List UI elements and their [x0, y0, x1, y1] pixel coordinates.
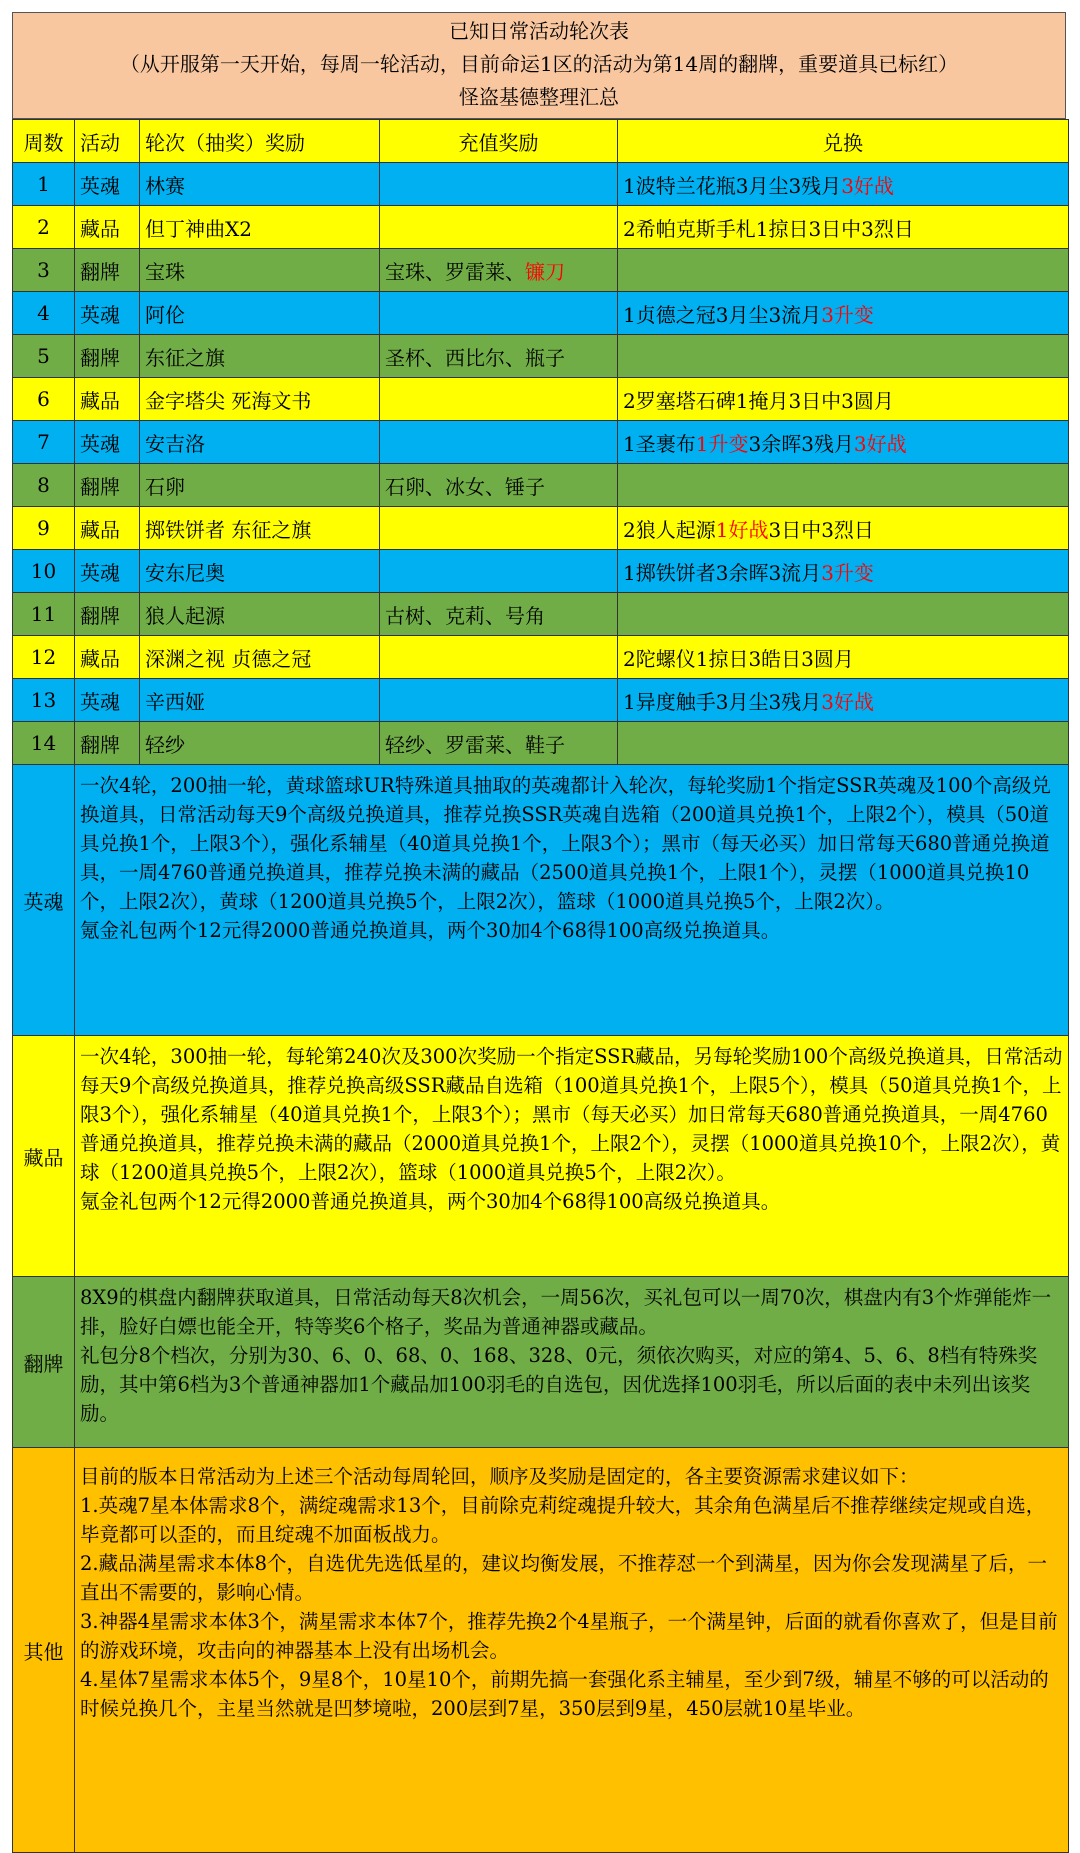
exchange-cell [618, 249, 1069, 292]
week-cell: 3 [13, 249, 75, 292]
week-cell: 14 [13, 722, 75, 765]
note-text [75, 1277, 1069, 1448]
recharge-cell [380, 679, 618, 722]
note-paragraph: 氪金礼包两个12元得2000普通兑换道具，两个30加4个68得100高级兑换道具。 [80, 1190, 781, 1213]
activity-cell: 藏品 [75, 206, 140, 249]
recharge-cell [380, 163, 618, 206]
recharge-cell: 石卵、冰女、锤子 [380, 464, 618, 507]
recharge-cell [380, 636, 618, 679]
exchange-cell [618, 292, 1069, 335]
activity-cell: 翻牌 [75, 464, 140, 507]
round-cell: 安吉洛 [140, 421, 380, 464]
exchange-highlight: 3好战 [853, 431, 907, 456]
exchange-text: 1掷铁饼者3余晖3流月 [623, 560, 822, 585]
note-row-fanpai [13, 1277, 1069, 1448]
activity-cell: 英魂 [75, 679, 140, 722]
round-cell: 宝珠 [140, 249, 380, 292]
exchange-cell: 2陀螺仪1掠日3皓日3圆月 [618, 636, 1069, 679]
week-cell: 8 [13, 464, 75, 507]
exchange-text: 3余晖3残月 [748, 431, 854, 456]
week-cell: 2 [13, 206, 75, 249]
activity-cell: 翻牌 [75, 593, 140, 636]
week-cell: 6 [13, 378, 75, 421]
exchange-cell [618, 722, 1069, 765]
recharge-cell [380, 421, 618, 464]
week-cell: 4 [13, 292, 75, 335]
exchange-highlight: 3升变 [821, 560, 874, 585]
exchange-cell [618, 163, 1069, 206]
table-row [13, 292, 1069, 335]
activity-cell: 藏品 [75, 636, 140, 679]
activity-cell: 英魂 [75, 421, 140, 464]
note-label: 英魂 [13, 765, 75, 1036]
header-recharge: 充值奖励 [380, 120, 618, 163]
recharge-highlight: 镰刀 [525, 259, 565, 284]
recharge-cell [380, 378, 618, 421]
note-paragraph: 4.星体7星需求本体5个，9星8个，10星10个，前期先搞一套强化系主辅星，至少到7级，辅星不够的可以活动的时候兑换几个，主星当然就是凹梦境啦，200层到7星，350层到9星，450层就10星毕业。 [80, 1668, 1049, 1720]
title-line-2: （从开服第一天开始，每周一轮活动，目前命运1区的活动为第14周的翻牌，重要道具已标红） [119, 52, 959, 76]
exchange-text: 2狼人起源 [623, 517, 716, 542]
note-row-yinghun [13, 765, 1069, 1036]
header-round: 轮次（抽奖）奖励 [140, 120, 380, 163]
header-week: 周数 [13, 120, 75, 163]
activity-cell: 翻牌 [75, 722, 140, 765]
exchange-highlight: 3好战 [821, 689, 874, 714]
note-row-cangpin [13, 1036, 1069, 1277]
table-row [13, 593, 1069, 636]
note-paragraph: 目前的版本日常活动为上述三个活动每周轮回，顺序及奖励是固定的，各主要资源需求建议如下： [80, 1465, 919, 1488]
note-label: 其他 [13, 1448, 75, 1853]
round-cell: 但丁神曲X2 [140, 206, 380, 249]
header-activity: 活动 [75, 120, 140, 163]
exchange-highlight: 1升变 [695, 431, 749, 456]
round-cell: 林赛 [140, 163, 380, 206]
recharge-cell [380, 206, 618, 249]
exchange-cell [618, 550, 1069, 593]
round-cell: 阿伦 [140, 292, 380, 335]
recharge-cell: 古树、克莉、号角 [380, 593, 618, 636]
table-row [13, 679, 1069, 722]
note-text [75, 1448, 1069, 1853]
exchange-text: 2希帕克斯手札1掠日3日中3烈日 [623, 216, 914, 241]
table-row [13, 206, 1069, 249]
note-paragraph: 氪金礼包两个12元得2000普通兑换道具，两个30加4个68得100高级兑换道具。 [80, 919, 781, 942]
note-text [75, 1036, 1069, 1277]
table-row [13, 507, 1069, 550]
recharge-cell: 轻纱、罗雷莱、鞋子 [380, 722, 618, 765]
table-row [13, 464, 1069, 507]
activity-cell: 英魂 [75, 550, 140, 593]
activity-cell: 藏品 [75, 378, 140, 421]
exchange-text: 1圣裹布 [623, 431, 696, 456]
activity-cell: 藏品 [75, 507, 140, 550]
table-row [13, 636, 1069, 679]
activity-cell: 英魂 [75, 292, 140, 335]
week-cell: 1 [13, 163, 75, 206]
round-cell: 安东尼奥 [140, 550, 380, 593]
exchange-text: 1异度触手3月尘3残月 [623, 689, 822, 714]
round-cell: 辛西娅 [140, 679, 380, 722]
exchange-highlight: 3好战 [841, 173, 894, 198]
activity-cell: 英魂 [75, 163, 140, 206]
note-label: 翻牌 [13, 1277, 75, 1448]
exchange-highlight: 3升变 [821, 302, 874, 327]
exchange-text: 1贞德之冠3月尘3流月 [623, 302, 822, 327]
exchange-cell [618, 464, 1069, 507]
week-cell: 9 [13, 507, 75, 550]
schedule-table [12, 119, 1069, 1853]
table-row [13, 722, 1069, 765]
exchange-cell [618, 507, 1069, 550]
table-row [13, 550, 1069, 593]
table-row [13, 163, 1069, 206]
recharge-cell [380, 550, 618, 593]
note-paragraph: 8X9的棋盘内翻牌获取道具，日常活动每天8次机会，一周56次，买礼包可以一周70次，棋盘内有3个炸弹能炸一排，脸好白嫖也能全开，特等奖6个格子，奖品为普通神器或藏品。 [80, 1286, 1052, 1338]
header-row [13, 120, 1069, 163]
exchange-cell [618, 593, 1069, 636]
header-exchange: 兑换 [618, 120, 1069, 163]
recharge-cell [380, 292, 618, 335]
note-paragraph: 一次4轮，200抽一轮，黄球篮球UR特殊道具抽取的英魂都计入轮次，每轮奖励1个指定SSR英魂及100个高级兑换道具，日常活动每天9个高级兑换道具，推荐兑换SSR英魂自选箱（200道具兑换1个，上限2个），模具（50道具兑换1个，上限3个），强化系辅星（40道具兑换1个，上限3个）；黑市（每天必买）加日常每天680普通兑换道具，一周4760普通兑换道具，推荐兑换未满的藏品（2500道具兑换1个，上限1个），灵摆（1000道具兑换10个，上限2次），黄球（1200道具兑换5个，上限2次），篮球（1000道具兑换5个，上限2次）。 [80, 774, 1051, 913]
note-paragraph: 2.藏品满星需求本体8个，自选优先选低星的，建议均衡发展，不推荐怼一个到满星，因为你会发现满星了后，一直出不需要的，影响心情。 [80, 1552, 1048, 1604]
exchange-cell: 2罗塞塔石碑1掩月3日中3圆月 [618, 378, 1069, 421]
note-row-qita [13, 1448, 1069, 1853]
note-text [75, 765, 1069, 1036]
recharge-cell [380, 249, 618, 292]
round-cell: 金字塔尖 死海文书 [140, 378, 380, 421]
note-label: 藏品 [13, 1036, 75, 1277]
exchange-text: 1波特兰花瓶3月尘3残月 [623, 173, 842, 198]
recharge-cell [380, 507, 618, 550]
note-paragraph: 1.英魂7星本体需求8个，满绽魂需求13个，目前除克莉绽魂提升较大，其余角色满星后不推荐继续定规或自选，毕竟都可以歪的，而且绽魂不加面板战力。 [80, 1494, 1046, 1546]
table-row [13, 378, 1069, 421]
week-cell: 7 [13, 421, 75, 464]
table-row [13, 249, 1069, 292]
table-row [13, 335, 1069, 378]
title-line-3: 怪盗基德整理汇总 [459, 85, 619, 109]
week-cell: 10 [13, 550, 75, 593]
round-cell: 掷铁饼者 东征之旗 [140, 507, 380, 550]
exchange-highlight: 1好战 [715, 517, 769, 542]
note-paragraph: 3.神器4星需求本体3个，满星需求本体7个，推荐先换2个4星瓶子，一个满星钟，后面的就看你喜欢了，但是目前的游戏环境，攻击向的神器基本上没有出场机会。 [80, 1610, 1058, 1662]
sheet-title [12, 12, 1066, 119]
week-cell: 5 [13, 335, 75, 378]
week-cell: 11 [13, 593, 75, 636]
activity-sheet [12, 12, 1066, 1853]
note-paragraph: 礼包分8个档次，分别为30、6、0、68、0、168、328、0元，须依次购买，对应的第4、5、6、8档有特殊奖励，其中第6档为3个普通神器加1个藏品加100羽毛的自选包，因优选择100羽毛，所以后面的表中未列出该奖励。 [80, 1344, 1038, 1425]
round-cell: 狼人起源 [140, 593, 380, 636]
exchange-text: 3日中3烈日 [768, 517, 874, 542]
note-paragraph: 一次4轮，300抽一轮，每轮第240次及300次奖励一个指定SSR藏品，另每轮奖励100个高级兑换道具，日常活动每天9个高级兑换道具，推荐兑换高级SSR藏品自选箱（100道具兑换1个，上限5个），模具（50道具兑换1个，上限3个），强化系辅星（40道具兑换1个，上限3个）；黑市（每天必买）加日常每天680普通兑换道具，一周4760普通兑换道具，推荐兑换未满的藏品（2000道具兑换1个，上限2个），灵摆（1000道具兑换10个，上限2次），黄球（1200道具兑换5个，上限2次），篮球（1000道具兑换5个，上限2次）。 [80, 1045, 1063, 1184]
round-cell: 东征之旗 [140, 335, 380, 378]
exchange-cell [618, 335, 1069, 378]
activity-cell: 翻牌 [75, 335, 140, 378]
week-cell: 13 [13, 679, 75, 722]
table-row [13, 421, 1069, 464]
exchange-cell [618, 206, 1069, 249]
exchange-cell [618, 679, 1069, 722]
recharge-cell: 圣杯、西比尔、瓶子 [380, 335, 618, 378]
recharge-text: 宝珠、罗雷莱、 [385, 259, 525, 284]
round-cell: 深渊之视 贞德之冠 [140, 636, 380, 679]
exchange-cell [618, 421, 1069, 464]
title-line-1: 已知日常活动轮次表 [449, 19, 629, 43]
activity-cell: 翻牌 [75, 249, 140, 292]
round-cell: 轻纱 [140, 722, 380, 765]
week-cell: 12 [13, 636, 75, 679]
round-cell: 石卵 [140, 464, 380, 507]
